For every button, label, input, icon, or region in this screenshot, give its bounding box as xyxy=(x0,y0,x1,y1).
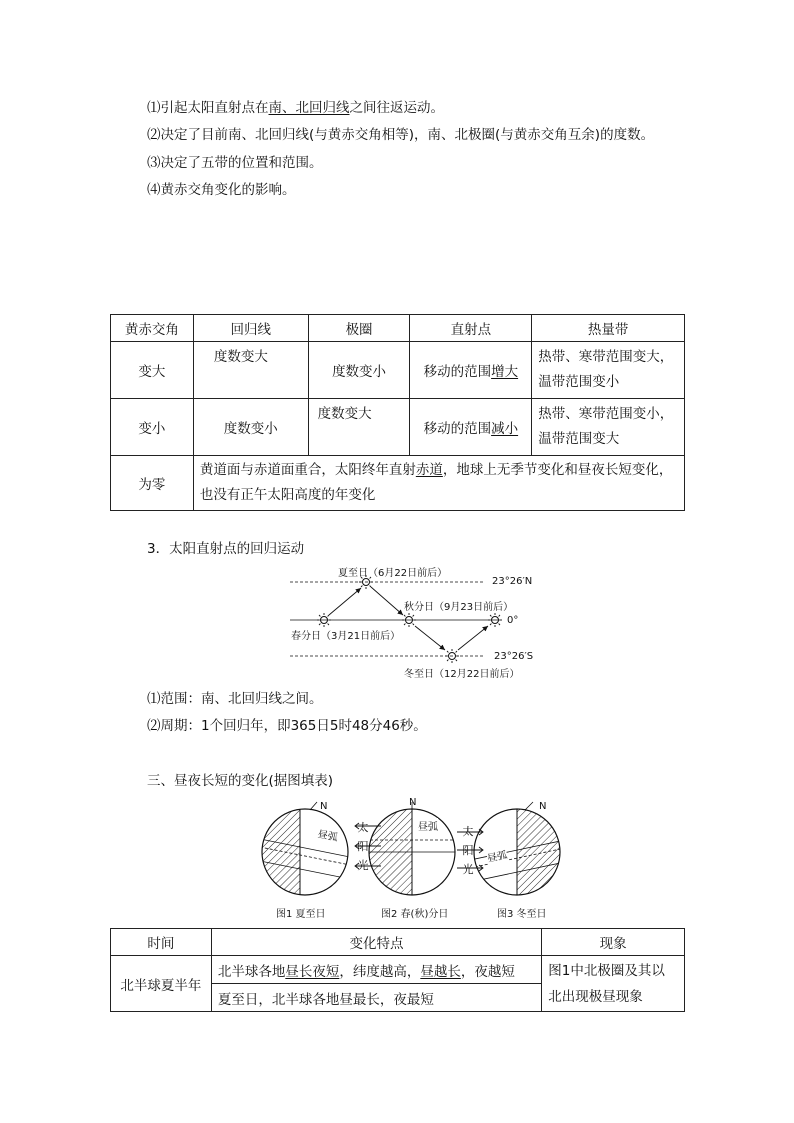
feature-cell: 夏至日，北半球各地昼最长，夜最短 xyxy=(211,984,541,1012)
spring-equinox-label: 春分日（3月21日前后） xyxy=(291,631,401,642)
list-item-1-underlined: 南、北回归线 xyxy=(268,100,350,116)
table-header-row xyxy=(111,929,685,956)
latitude-n-label: 23°26′N xyxy=(492,576,533,587)
phenomenon-line-1: 图1中北极圈及其以 xyxy=(548,962,665,979)
list-item-1 xyxy=(147,96,444,116)
globe-equinox xyxy=(365,798,460,902)
table-header-row xyxy=(111,315,685,342)
sunlight-char: 太 xyxy=(357,821,369,834)
feature-cell xyxy=(211,956,541,984)
table-header-cell: 热量带 xyxy=(532,315,685,342)
table-header-cell: 变化特点 xyxy=(211,929,541,956)
point-underlined: 增大 xyxy=(491,364,519,380)
row-label: 变小 xyxy=(111,399,194,456)
zero-line-1 xyxy=(200,458,684,483)
row-label: 为零 xyxy=(111,456,194,511)
phenomenon-line-2: 北出现极昼现象 xyxy=(548,988,643,1005)
day-arc-label: 昼弧 xyxy=(317,825,340,844)
row-label: 变大 xyxy=(111,342,194,399)
table-row xyxy=(111,456,685,511)
feature-text: ，纬度越高， xyxy=(339,963,421,980)
feature-underlined: 昼越长 xyxy=(420,963,461,980)
sunlight-char: 太 xyxy=(462,825,474,838)
list-item-3: ⑶决定了五带的位置和范围。 xyxy=(147,155,323,171)
zone-cell xyxy=(532,342,685,399)
latitude-s-label: 23°26′S xyxy=(494,651,534,662)
figure-3-caption: 图3 冬至日 xyxy=(497,909,547,920)
summer-solstice-label: 夏至日（6月22日前后） xyxy=(338,568,448,579)
table-header-cell: 回归线 xyxy=(193,315,308,342)
table-header-cell: 极圈 xyxy=(308,315,410,342)
list-item-1-post: 之间往返运动。 xyxy=(349,100,444,116)
zero-description-cell xyxy=(193,456,684,511)
table-row xyxy=(111,956,685,984)
sunlight-label xyxy=(460,822,476,879)
point-cell xyxy=(410,399,532,456)
zone-line-1: 热带、寒带范围变小， xyxy=(538,406,674,422)
table-header-cell: 时间 xyxy=(111,929,212,956)
north-label: N xyxy=(320,801,328,812)
globe-summer-solstice xyxy=(255,798,355,902)
winter-solstice-label: 冬至日（12月22日前后） xyxy=(404,669,520,680)
polar-cell: 度数变小 xyxy=(308,342,410,399)
zero-line-2: 也没有正午太阳高度的年变化 xyxy=(199,487,376,503)
list-item-4: ⑷黄赤交角变化的影响。 xyxy=(147,182,296,198)
section-three-heading: 三、昼夜长短的变化(据图填表) xyxy=(147,773,334,789)
tropic-cell: 度数变大 xyxy=(193,342,308,399)
point-text: 移动的范围 xyxy=(423,364,492,380)
zone-line-2: 温带范围变大 xyxy=(538,431,620,447)
globe-winter-solstice xyxy=(470,798,567,902)
day-arc-label: 昼弧 xyxy=(418,818,438,833)
sunlight-char: 阳 xyxy=(357,840,369,853)
tropic-cell: 度数变小 xyxy=(193,399,308,456)
zone-line-2: 温带范围变小 xyxy=(538,374,620,390)
table-header-cell: 现象 xyxy=(542,929,685,956)
range-text: ⑴范围：南、北回归线之间。 xyxy=(147,691,323,707)
latitude-0-label: 0° xyxy=(507,615,519,626)
sunlight-label xyxy=(355,818,371,875)
point-text: 移动的范围 xyxy=(423,421,492,437)
row-label: 北半球夏半年 xyxy=(111,956,212,1012)
list-item-2: ⑵决定了目前南、北回归线(与黄赤交角相等)，南、北极圈(与黄赤交角互余)的度数。 xyxy=(147,127,655,143)
feature-underlined: 昼长夜短 xyxy=(285,963,340,980)
sunlight-char: 光 xyxy=(357,859,369,872)
autumn-equinox-label: 秋分日（9月23日前后） xyxy=(404,602,514,613)
polar-cell: 度数变大 xyxy=(308,399,410,456)
phenomenon-cell xyxy=(542,956,685,1012)
table-header-cell: 直射点 xyxy=(410,315,532,342)
feature-text: 北半球各地 xyxy=(217,963,286,980)
table-row xyxy=(111,399,685,456)
zero-line-1-post: ，地球上无季节变化和昼夜长短变化， xyxy=(442,462,673,478)
zone-line-1: 热带、寒带范围变大， xyxy=(538,349,674,365)
figure-1-caption: 图1 夏至日 xyxy=(276,909,326,920)
table-header-cell: 黄赤交角 xyxy=(111,315,194,342)
figure-2-caption: 图2 春(秋)分日 xyxy=(381,909,449,920)
sunlight-char: 光 xyxy=(462,863,474,876)
list-item-1-pre: ⑴引起太阳直射点在 xyxy=(147,100,269,116)
obliquity-table xyxy=(110,314,685,511)
zone-cell xyxy=(532,399,685,456)
sunlight-char: 阳 xyxy=(462,844,474,857)
zero-line-1-underlined: 赤道 xyxy=(415,462,443,478)
point-cell xyxy=(410,342,532,399)
table-row xyxy=(111,342,685,399)
north-label: N xyxy=(539,801,547,812)
zero-line-1-pre: 黄道面与赤道面重合，太阳终年直射 xyxy=(199,462,416,478)
day-night-globes-figure xyxy=(255,798,575,902)
north-label: N xyxy=(409,797,417,808)
section-3-heading: 3．太阳直射点的回归运动 xyxy=(147,541,305,557)
day-arc-label: 昼弧 xyxy=(486,846,509,865)
point-underlined: 减小 xyxy=(491,421,519,437)
day-length-table xyxy=(110,928,685,1012)
feature-text: ，夜越短 xyxy=(460,963,515,980)
period-text: ⑵周期：1个回归年，即365日5时48分46秒。 xyxy=(147,718,427,734)
